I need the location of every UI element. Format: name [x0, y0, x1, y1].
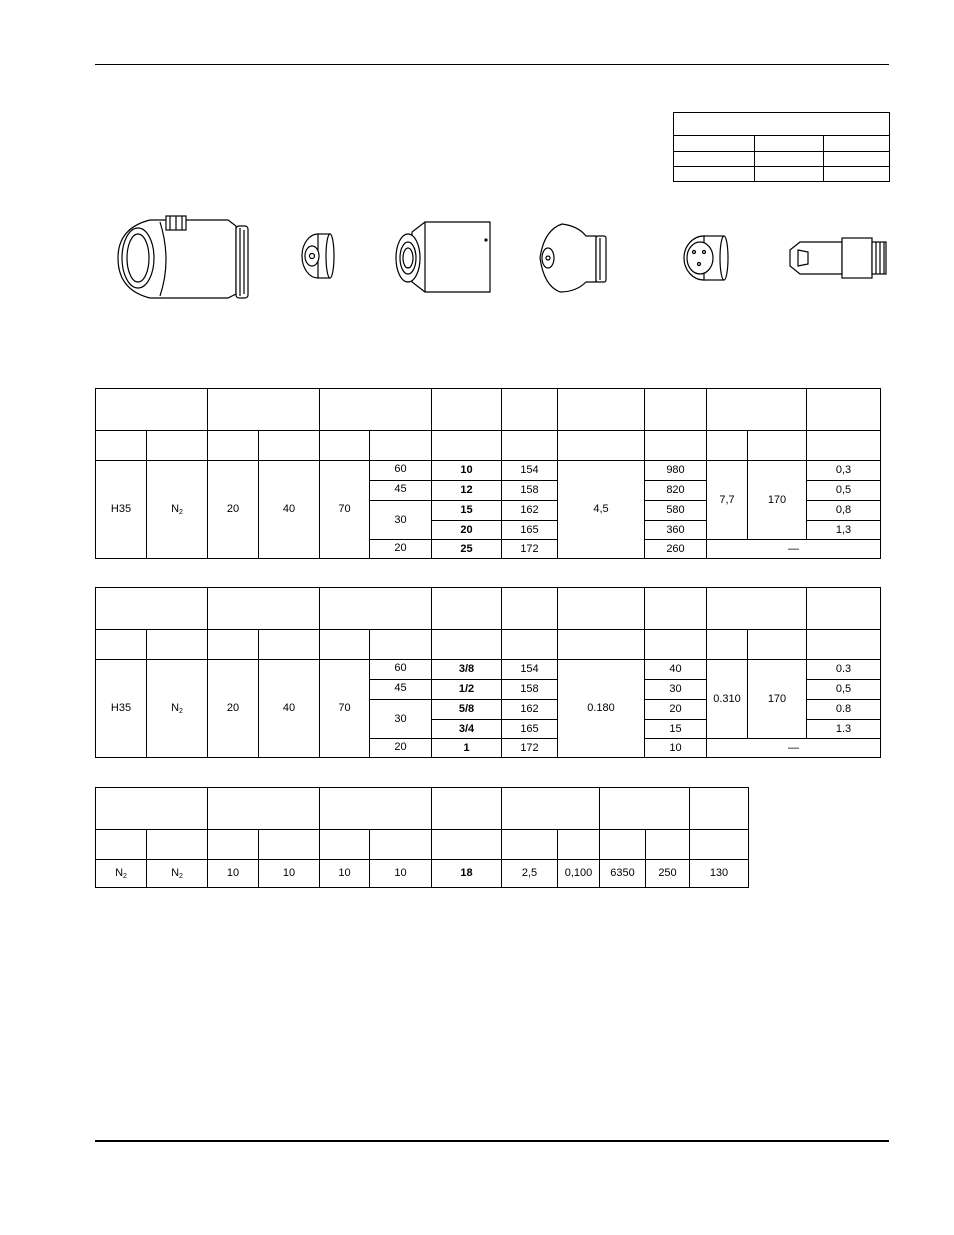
pierce-delay-cell: 0,3	[807, 461, 881, 481]
speed-cell: 980	[645, 461, 707, 481]
header-rule	[95, 64, 889, 65]
electrode-part-icon	[790, 238, 886, 278]
dash-cell: —	[707, 540, 881, 559]
part-number-table	[673, 112, 890, 182]
torch-distance-cell: 4,5	[558, 461, 645, 559]
speed-cell: 40	[645, 660, 707, 680]
shield-gas-cell: $N_2$	[147, 461, 208, 559]
pierce-percent-cell: 170	[748, 660, 807, 739]
preflow-cell: 20	[208, 660, 259, 758]
swirl-ring-part-icon	[302, 234, 334, 278]
thickness-cell: 10	[432, 461, 502, 481]
shield-preflow-cell: 70	[320, 461, 370, 559]
shield-cutflow-cell: 60	[370, 461, 432, 481]
marking-shield-gas-cell: $N_2$	[147, 860, 208, 888]
pierce-delay-cell: 0.3	[807, 660, 881, 680]
dash-cell: —	[707, 739, 881, 758]
swirl-ring-2-part-icon	[684, 236, 728, 280]
voltage-cell: 154	[502, 660, 558, 680]
marking-table: $N_2$ $N_2$ 10 10 10 10 18 2,5 0,100 6350 250 130	[95, 787, 749, 888]
pierce-percent-cell: 170	[748, 461, 807, 540]
torch-distance-cell: 0.180	[558, 660, 645, 758]
shield-part-icon	[118, 216, 248, 298]
cutflow-cell: 40	[259, 660, 320, 758]
thickness-cell: 3/8	[432, 660, 502, 680]
pierce-height-cell: 7,7	[707, 461, 748, 540]
cut-chart-metric-table: H35 $N_2$ 20 40 70 60 10 154 4,5 980 7,7 170 0,3 45 12 158 820 0,5 30 15 162 580 0,8 20 165 360 1,3 20 25 172 260 —	[95, 388, 881, 559]
shield-gas-cell: $N_2$	[147, 660, 208, 758]
pierce-height-cell: 0.310	[707, 660, 748, 739]
shield-preflow-cell: 70	[320, 660, 370, 758]
retaining-cap-part-icon	[396, 222, 490, 292]
plasma-gas-cell: H35	[96, 461, 147, 559]
preflow-cell: 20	[208, 461, 259, 559]
marking-current-cell: 18	[432, 860, 502, 888]
marking-plasma-gas-cell: $N_2$	[96, 860, 147, 888]
cut-chart-english-table: H35 $N_2$ 20 40 70 60 3/8 154 0.180 40 0.310 170 0.3 45 1/2 158 30 0,5 30 5/8 162 20 0.8 3/4 165 15 1.3 20 1 172 10 —	[95, 587, 881, 758]
nozzle-part-icon	[540, 224, 606, 292]
plasma-gas-cell: H35	[96, 660, 147, 758]
cutflow-cell: 40	[259, 461, 320, 559]
footer-rule	[95, 1140, 889, 1142]
voltage-cell: 154	[502, 461, 558, 481]
part-number-header	[674, 113, 890, 136]
